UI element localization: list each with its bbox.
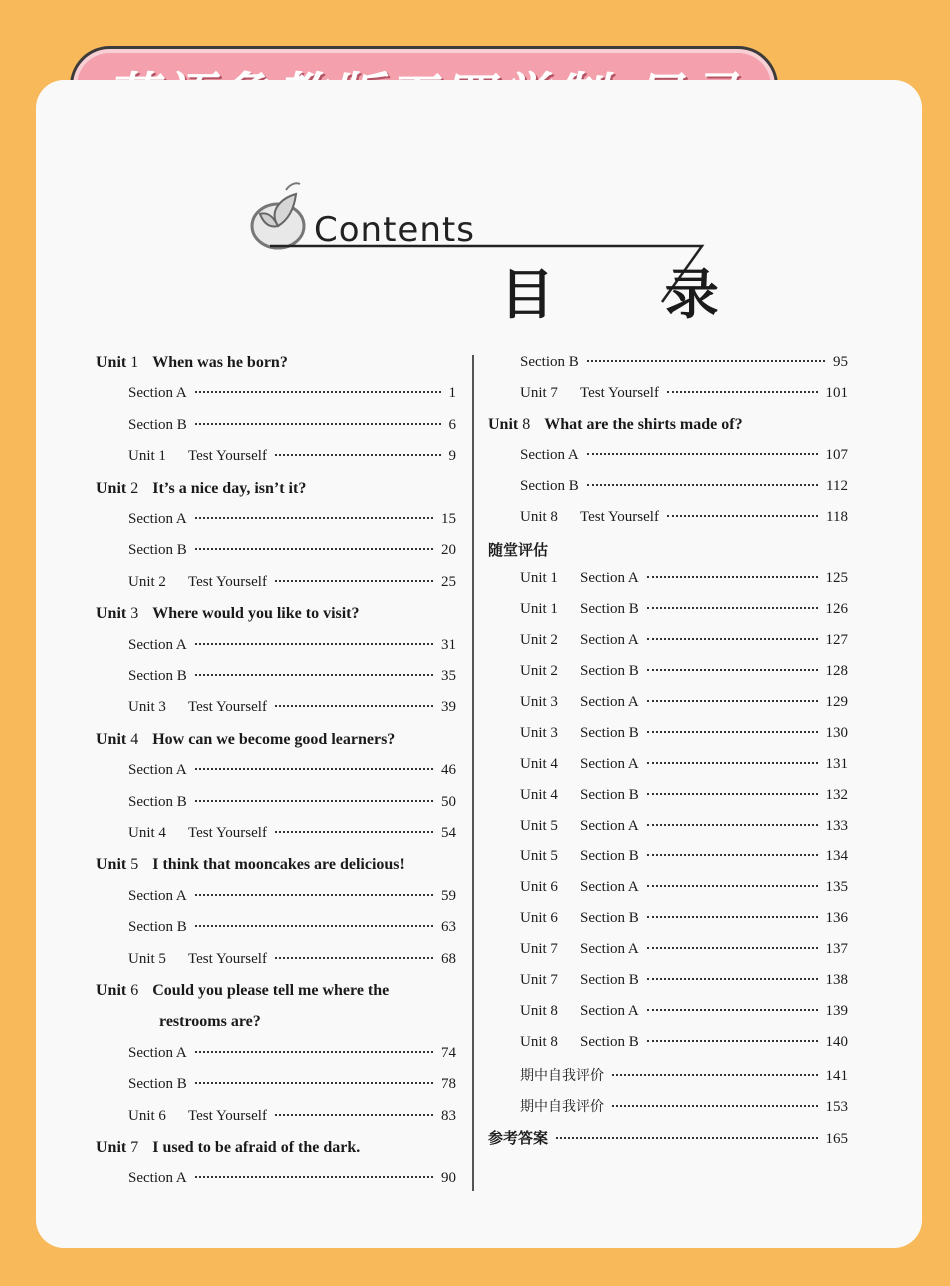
column-divider (472, 355, 474, 1191)
page-number: 90 (441, 1170, 456, 1187)
toc-entry (128, 1076, 456, 1093)
unit-number (96, 982, 138, 999)
unit-word: Unit (96, 479, 131, 497)
leader-dots (195, 643, 433, 645)
entry-label: Section B (128, 668, 187, 684)
toc-entry (520, 447, 848, 464)
leader-dots (647, 793, 818, 795)
contents-heading: Contents (314, 210, 475, 250)
toc-entry (128, 448, 456, 465)
toc-entry (520, 818, 848, 835)
entry-label: Section B (128, 1076, 187, 1093)
leader-dots (647, 576, 818, 578)
entry-label: Section B (128, 919, 187, 936)
unit-heading (96, 605, 360, 623)
unit-title: Where would you like to visit? (152, 605, 360, 623)
unit-num: 5 (130, 856, 139, 874)
page-number: 39 (441, 699, 456, 716)
leader-dots (195, 391, 441, 393)
entry-sublabel: Section B (580, 972, 639, 988)
unit-title: I think that mooncakes are delicious! (152, 856, 405, 874)
leader-dots (275, 705, 433, 707)
toc-entry (128, 385, 456, 402)
leader-dots (195, 925, 433, 927)
entry-label: Unit 2 (128, 573, 166, 590)
entry-sublabel: Section B (580, 663, 639, 679)
entry-label: Section A (128, 887, 187, 904)
entry-label: Unit 4 (520, 786, 558, 803)
unit-num: 1 (130, 354, 139, 371)
entry-label: Section B (128, 793, 187, 810)
unit-heading (488, 416, 743, 434)
leader-dots (647, 947, 818, 949)
leader-dots (647, 824, 818, 826)
entry-label: Section A (128, 511, 187, 527)
unit-heading (96, 856, 405, 874)
leader-dots (195, 423, 441, 425)
page-number: 50 (441, 793, 456, 810)
entry-sublabel: Test Yourself (188, 825, 267, 841)
unit-word: Unit (488, 415, 523, 433)
leader-dots (647, 1009, 818, 1011)
toc-entry (520, 787, 848, 804)
entry-label: Unit 8 (520, 1033, 558, 1050)
entry-label: Unit 8 (520, 1002, 558, 1019)
toc-entry (128, 574, 456, 591)
toc-entry (520, 1065, 848, 1085)
leader-dots (275, 580, 433, 582)
page-number: 128 (825, 663, 848, 679)
entry-label: 期中自我评价 (520, 1067, 604, 1084)
unit-word: Unit (96, 730, 131, 748)
toc-entry (520, 601, 848, 618)
page-number: 83 (441, 1107, 456, 1124)
entry-sublabel: Section A (580, 1002, 639, 1019)
unit-num: 6 (130, 982, 139, 999)
leader-dots (195, 1176, 433, 1178)
leader-dots (195, 894, 433, 896)
unit-num: 2 (130, 479, 139, 497)
page-number: 138 (825, 972, 848, 988)
toc-entry (520, 941, 848, 958)
unit-number (96, 1139, 138, 1156)
entry-label: Section B (520, 354, 579, 370)
entry-label: 参考答案 (488, 1128, 549, 1147)
page-number: 95 (833, 354, 848, 370)
unit-number (488, 416, 530, 433)
page-number: 132 (825, 786, 848, 803)
page-number: 6 (448, 416, 456, 433)
page-number: 68 (441, 950, 456, 967)
entry-sublabel: Test Yourself (188, 1107, 267, 1124)
page-number: 118 (826, 508, 848, 525)
page-number: 135 (825, 879, 848, 896)
leader-dots (647, 669, 818, 671)
entry-sublabel: Test Yourself (188, 950, 267, 967)
toc-entry (128, 825, 456, 842)
leader-dots (587, 453, 818, 455)
entry-sublabel: Section A (580, 632, 639, 649)
toc-entry (128, 888, 456, 905)
entry-label: Section A (128, 636, 187, 653)
entry-label: Section B (128, 416, 187, 433)
toc-entry (520, 848, 848, 865)
entry-label: Unit 2 (520, 632, 558, 649)
entry-sublabel: Section A (580, 879, 639, 896)
leader-dots (195, 1051, 433, 1053)
toc-entry (128, 1170, 456, 1187)
leader-dots (647, 854, 818, 856)
page-number: 107 (825, 446, 848, 463)
toc-entry (520, 1003, 848, 1020)
unit-title: What are the shirts made of? (544, 415, 743, 433)
entry-label: Unit 2 (520, 663, 558, 679)
toc-entry (520, 756, 848, 773)
toc-entry (128, 1108, 456, 1125)
entry-sublabel: Section B (580, 1033, 639, 1050)
entry-label: Unit 3 (520, 693, 558, 710)
leader-dots (647, 700, 818, 702)
entry-sublabel: Test Yourself (580, 384, 659, 401)
unit-title: How can we become good learners? (152, 730, 396, 748)
page-number: 15 (441, 511, 456, 527)
entry-label: Unit 7 (520, 384, 558, 401)
unit-number (96, 354, 138, 371)
toc-entry (520, 354, 848, 371)
unit-heading (96, 1139, 360, 1157)
unit-num: 4 (130, 730, 139, 748)
entry-sublabel: Section B (580, 786, 639, 803)
entry-sublabel: Test Yourself (580, 508, 659, 525)
page-number: 127 (825, 632, 848, 649)
entry-label: Unit 3 (520, 724, 558, 741)
entry-sublabel: Section A (580, 570, 639, 587)
entry-label: Section A (128, 385, 187, 402)
toc-entry (520, 694, 848, 711)
entry-label: Unit 6 (520, 879, 558, 896)
entry-sublabel: Section B (580, 601, 639, 618)
leader-dots (647, 638, 818, 640)
unit-number (96, 856, 138, 873)
page-number: 59 (441, 887, 456, 904)
page-number: 54 (441, 825, 456, 841)
entry-label: Unit 6 (128, 1107, 166, 1124)
page-number: 126 (825, 601, 848, 618)
leader-dots (275, 454, 441, 456)
toc-entry (520, 478, 848, 495)
entry-label: Section A (520, 446, 579, 463)
entry-label: Section B (128, 542, 187, 559)
entry-label: Section A (128, 1170, 187, 1187)
leader-dots (647, 916, 818, 918)
page-number: 140 (825, 1033, 848, 1050)
entry-label: 期中自我评价 (520, 1098, 604, 1115)
unit-num: 3 (130, 605, 139, 623)
leader-dots (612, 1074, 818, 1076)
entry-label: Section A (128, 1044, 187, 1061)
leader-dots (195, 800, 433, 802)
entry-label: Section A (128, 762, 187, 779)
page-number: 139 (825, 1002, 848, 1019)
toc-entry (128, 668, 456, 685)
unit-title: When was he born? (152, 354, 288, 371)
toc-entry (128, 511, 456, 528)
entry-label: Unit 6 (520, 910, 558, 927)
toc-entry (520, 385, 848, 402)
toc-entry (128, 637, 456, 654)
entry-label: Unit 1 (520, 570, 558, 587)
entry-label: Unit 5 (520, 848, 558, 865)
unit-title: Could you please tell me where the (152, 982, 390, 999)
leader-dots (647, 607, 818, 609)
page-number: 112 (826, 477, 848, 494)
entry-label: Unit 7 (520, 941, 558, 958)
entry-sublabel: Section A (580, 693, 639, 710)
leader-dots (275, 1114, 433, 1116)
entry-label: Unit 7 (520, 972, 558, 988)
page-number: 31 (441, 636, 456, 653)
leader-dots (275, 831, 433, 833)
leader-dots (195, 768, 433, 770)
leader-dots (647, 731, 818, 733)
toc-entry (520, 972, 848, 989)
mulu-heading: 目 录 (500, 262, 765, 326)
page-number: 136 (825, 910, 848, 927)
unit-num: 8 (522, 415, 531, 433)
unit-word: Unit (96, 1139, 131, 1156)
leader-dots (587, 484, 818, 486)
unit-number (96, 731, 138, 748)
toc-entry (520, 725, 848, 742)
page-number: 137 (825, 941, 848, 958)
page-number: 141 (825, 1067, 848, 1084)
page-number: 78 (441, 1076, 456, 1093)
page-number: 9 (448, 448, 456, 465)
toc-entry (520, 1096, 848, 1116)
section-heading (488, 539, 548, 560)
toc-entry (128, 794, 456, 811)
unit-word: Unit (96, 982, 131, 999)
leader-dots (647, 1040, 818, 1042)
entry-label: Unit 5 (520, 817, 558, 834)
entry-label: Unit 4 (520, 755, 558, 772)
entry-sublabel: Test Yourself (188, 448, 267, 465)
entry-sublabel: Section B (580, 724, 639, 741)
toc-entry (128, 417, 456, 434)
section-heading-text: 随堂评估 (488, 541, 549, 560)
entry-sublabel: Test Yourself (188, 573, 267, 590)
entry-sublabel: Section B (580, 848, 639, 865)
unit-title: It’s a nice day, isn’t it? (152, 479, 307, 497)
page-number: 133 (825, 817, 848, 834)
toc-entry (520, 879, 848, 896)
entry-label: Unit 1 (128, 448, 166, 465)
page-number: 35 (441, 668, 456, 684)
toc-entry (128, 951, 456, 968)
unit-number (96, 605, 138, 622)
entry-label: Unit 4 (128, 825, 166, 841)
entry-label: Section B (520, 477, 579, 494)
entry-label: Unit 3 (128, 699, 166, 716)
toc-entry (520, 509, 848, 526)
unit-heading (96, 480, 306, 498)
unit-title: I used to be afraid of the dark. (152, 1139, 361, 1156)
page-number: 63 (441, 919, 456, 936)
unit-heading (96, 354, 288, 372)
entry-label: Unit 5 (128, 950, 166, 967)
page-number: 134 (825, 848, 848, 865)
unit-word: Unit (96, 605, 131, 623)
leader-dots (667, 391, 818, 393)
toc-entry (128, 762, 456, 779)
page-number: 25 (441, 573, 456, 590)
unit-heading-continued (159, 1013, 261, 1031)
unit-num: 7 (130, 1139, 139, 1156)
leader-dots (195, 674, 433, 676)
leader-dots (195, 1082, 433, 1084)
leader-dots (647, 978, 818, 980)
entry-sublabel: Test Yourself (188, 699, 267, 716)
toc-entry (520, 570, 848, 587)
toc-entry (520, 663, 848, 680)
page-number: 46 (441, 762, 456, 779)
leader-dots (195, 548, 433, 550)
unit-word: Unit (96, 354, 131, 371)
leader-dots (556, 1137, 817, 1139)
leader-dots (612, 1105, 818, 1107)
page-number: 101 (825, 384, 848, 401)
unit-number (96, 480, 138, 497)
leader-dots (647, 762, 818, 764)
leader-dots (587, 360, 825, 362)
unit-heading (96, 731, 395, 749)
toc-entry (128, 699, 456, 716)
entry-sublabel: Section A (580, 817, 639, 834)
page-number: 129 (825, 693, 848, 710)
leader-dots (647, 885, 818, 887)
page-number: 1 (448, 385, 456, 402)
entry-sublabel: Section B (580, 910, 639, 927)
leader-dots (667, 515, 818, 517)
unit-title: restrooms are? (159, 1013, 261, 1031)
toc-entry (520, 1034, 848, 1051)
page-number: 130 (825, 724, 848, 741)
entry-label: Unit 1 (520, 601, 558, 618)
page-number: 131 (825, 755, 848, 772)
page-number: 125 (825, 570, 848, 587)
toc-entry (128, 542, 456, 559)
leader-dots (275, 957, 433, 959)
entry-sublabel: Section A (580, 755, 639, 772)
unit-heading (96, 982, 389, 1000)
toc-entry (128, 1045, 456, 1062)
page-number: 74 (441, 1044, 456, 1061)
toc-entry (520, 910, 848, 927)
entry-label: Unit 8 (520, 508, 558, 525)
entry-sublabel: Section A (580, 941, 639, 958)
toc-entry (520, 632, 848, 649)
page-number: 153 (825, 1098, 848, 1115)
leader-dots (195, 517, 433, 519)
page-number: 20 (441, 542, 456, 559)
toc-entry (128, 919, 456, 936)
page-number: 165 (825, 1130, 848, 1147)
unit-word: Unit (96, 856, 131, 874)
toc-entry (488, 1127, 848, 1148)
